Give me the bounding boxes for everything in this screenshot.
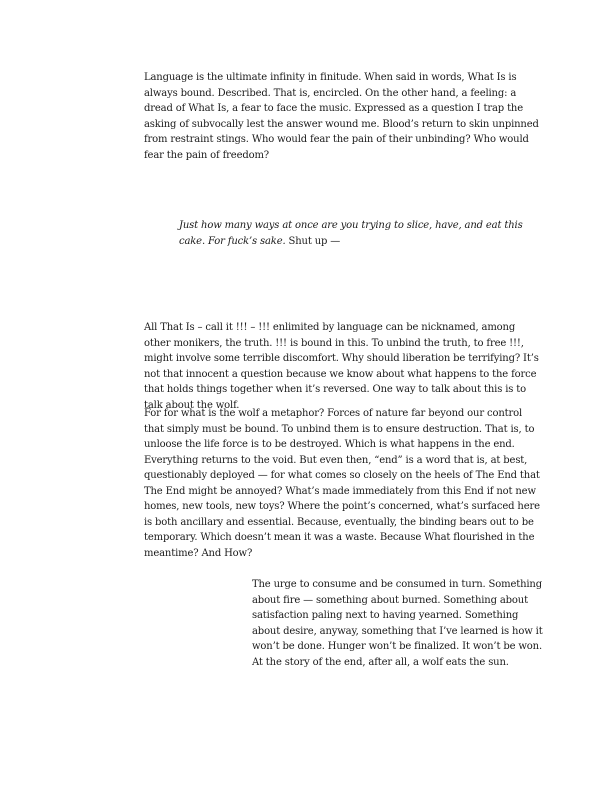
paragraph-language: Language is the ultimate infinity in finitude. When said in words, What Is is always bound. Described. That is, encircled. On the other hand, a feeling: a dread of What Is, a fear to face the music. Expressed as a question I trap the asking of subvocally lest the answer wound me. Blood’s return to skin unpinned from restraint stings. Who would fear the pain of their unbinding? Who would fear the pain of freedom? — [144, 72, 539, 161]
paragraph-all-that-is: All That Is – call it !!! – !!! enlimited by language can be nicknamed, among other monikers, the truth. !!! is bound in this. To unbind the truth, to free !!!, might involve some terrible discomfort. Why should liberation be terrifying? It’s not that innocent a question because we know about what happens to the force that holds things together when it’s reversed. One way to talk about this is to talk about the wolf. — [144, 322, 539, 411]
quote-italic-text: Just how many ways at once are you trying to slice, have, and eat this cake. For fuck’s sake. — [179, 220, 523, 247]
paragraph-wolf-metaphor: For for what is the wolf a metaphor? Forces of nature far beyond our control that simply must be bound. To unbind them is to ensure destruction. That is, to unloose the life force is to be destroyed. Which is what happens in the end. Everything returns to the void. But even then, “end” is a word that is, at best, questionably deployed — for what comes so closely on the heels of The End that The End might be annoyed? What’s made immediately from this End if not new homes, new tools, new toys? Where the point’s concerned, what’s surfaced here is both ancillary and essential. Because, eventually, the binding bears out to be temporary. Which doesn’t mean it was a waste. Because What flourished in the meantime? And How? — [144, 408, 540, 559]
quote-plain-text: Shut up — — [285, 235, 341, 247]
indented-verse-urge: The urge to consume and be consumed in turn. Something about fire — something about burned. Something about satisfaction paling next to having yearned. Something about desire, anyway, something that I’ve learned is how it won’t be done. Hunger won’t be finalized. It won’t be won. At the story of the end, after all, a wolf eats the sun. — [252, 579, 543, 668]
indented-quote-cake — [179, 218, 544, 249]
